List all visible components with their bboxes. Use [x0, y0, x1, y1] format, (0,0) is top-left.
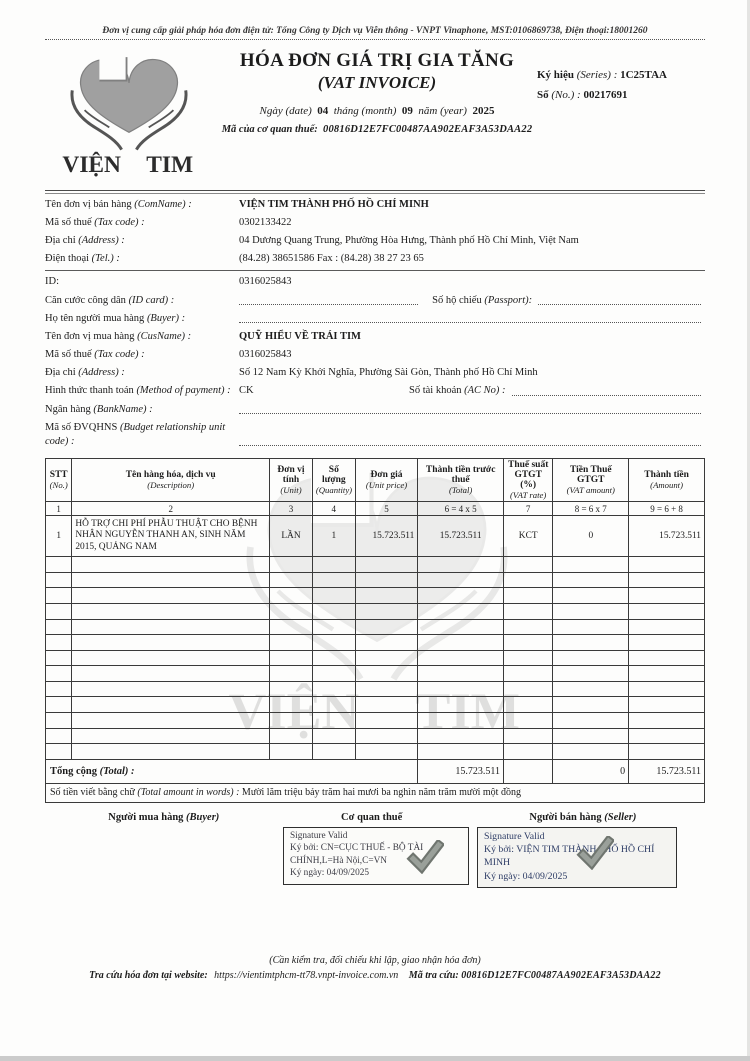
- empty-table-row: [46, 728, 705, 744]
- account-blank-line: [512, 393, 701, 396]
- empty-cell: [629, 603, 705, 619]
- table-header: [46, 459, 705, 516]
- passport-blank-line: [538, 302, 701, 305]
- empty-cell: [503, 713, 552, 729]
- empty-cell: [312, 713, 355, 729]
- empty-table-row: [46, 619, 705, 635]
- empty-cell: [355, 666, 418, 682]
- buyer-cusname: QUỸ HIỂU VỀ TRÁI TIM: [239, 330, 361, 342]
- empty-cell: [46, 713, 72, 729]
- empty-cell: [72, 728, 270, 744]
- empty-cell: [270, 588, 313, 604]
- signer-name: Ký bởi: VIỆN TIM THÀNH PHỐ HỒ CHÍ MINH: [484, 844, 655, 869]
- empty-cell: [503, 619, 552, 635]
- empty-cell: [503, 681, 552, 697]
- empty-cell: [312, 619, 355, 635]
- empty-cell: [503, 650, 552, 666]
- empty-cell: [355, 572, 418, 588]
- seller-section: [45, 198, 705, 267]
- lookup-line: Tra cứu hóa đơn tại website: https://vientimtphcm-tt78.vnpt-invoice.com.vn Mã tra cứu: 00816D12E7FC00487AA902EAF3A53DAA22: [89, 969, 661, 981]
- invoice-month: 09: [401, 105, 413, 117]
- empty-cell: [270, 557, 313, 573]
- seller-taxcode-row: Mã số thuế (Tax code) : 0302133422: [45, 216, 705, 230]
- budget-code-row: Mã số ĐVQHNS (Budget relationship unit code) :: [45, 421, 705, 449]
- item-unit: LẦN: [270, 516, 313, 557]
- item-unit-price: 15.723.511: [355, 516, 418, 557]
- einvoice-provider-line: Đơn vị cung cấp giải pháp hóa đơn điện tử: Tổng Công ty Dịch vụ Viễn thông - VNPT Vinaphone, MST:0106869738, Điện thoại:18001260: [45, 26, 705, 40]
- empty-cell: [46, 728, 72, 744]
- invoice-day: 04: [317, 105, 329, 117]
- empty-cell: [629, 650, 705, 666]
- buyer-name-row: Họ tên người mua hàng (Buyer) :: [45, 312, 705, 326]
- invoice-items-table: [45, 458, 705, 803]
- seller-tel: (84.28) 38651586 Fax : (84.28) 38 27 23 65: [239, 253, 424, 265]
- amount-in-words: Mười lăm triệu bảy trăm hai mươi ba nghìn năm trăm mười một đồng: [241, 787, 521, 799]
- checkmark-icon: [576, 836, 614, 870]
- empty-table-row: [46, 650, 705, 666]
- empty-cell: [553, 635, 629, 651]
- empty-cell: [553, 713, 629, 729]
- buyer-address: Số 12 Nam Kỳ Khởi Nghĩa, Phường Sài Gòn, Thành phố Hồ Chí Minh: [239, 367, 538, 379]
- heart-hands-icon: [55, 46, 203, 177]
- buyer-section: [45, 275, 705, 449]
- empty-cell: [553, 681, 629, 697]
- empty-cell: [312, 697, 355, 713]
- col-header-vat-amount: Tiền Thuế GTGT (VAT amount): [553, 459, 629, 502]
- item-row: [46, 516, 705, 557]
- empty-cell: [355, 697, 418, 713]
- empty-cell: [553, 588, 629, 604]
- series-number-block: [537, 46, 705, 182]
- invoice-title-block: [217, 46, 537, 182]
- amount-in-words-row: Số tiền viết bằng chữ (Total amount in words) : Mười lăm triệu bảy trăm hai mươi ba nghìn năm trăm mười một đồng: [46, 783, 705, 802]
- empty-cell: [503, 588, 552, 604]
- invoice-number-line: Số (No.) : 00217691: [537, 88, 628, 101]
- buyer-cusname-row: Tên đơn vị mua hàng (CusName) : QUỸ HIỂU VỀ TRÁI TIM: [45, 330, 705, 344]
- budget-blank-line: [239, 443, 701, 446]
- buyer-taxcode: 0316025843: [239, 349, 292, 361]
- empty-table-row: [46, 588, 705, 604]
- empty-cell: [503, 572, 552, 588]
- empty-cell: [629, 557, 705, 573]
- item-total-before-tax: 15.723.511: [418, 516, 504, 557]
- empty-cell: [629, 713, 705, 729]
- empty-cell: [312, 650, 355, 666]
- empty-cell: [418, 744, 504, 760]
- total-row: Tổng cộng (Total) : 15.723.511 0 15.723.511: [46, 759, 705, 783]
- empty-cell: [629, 744, 705, 760]
- lookup-code: 00816D12E7FC00487AA902EAF3A53DAA22: [461, 969, 661, 981]
- logo-text-tim: TIM: [415, 682, 520, 740]
- item-quantity: 1: [312, 516, 355, 557]
- empty-cell: [270, 635, 313, 651]
- col-header-unit-price: Đơn giá (Unit price): [355, 459, 418, 502]
- empty-cell: [46, 635, 72, 651]
- empty-cell: [46, 588, 72, 604]
- empty-cell: [312, 603, 355, 619]
- empty-cell: [72, 713, 270, 729]
- empty-cell: [72, 697, 270, 713]
- empty-cell: [629, 572, 705, 588]
- empty-cell: [418, 619, 504, 635]
- seller-tel-row: Điện thoại (Tel.) : (84.28) 38651586 Fax : (84.28) 38 27 23 65: [45, 252, 705, 266]
- vien-tim-logo: [45, 46, 217, 182]
- empty-table-row: [46, 635, 705, 651]
- empty-cell: [312, 635, 355, 651]
- empty-cell: [72, 744, 270, 760]
- empty-cell: [503, 728, 552, 744]
- col-header-total-before-tax: Thành tiền trước thuế (Total): [418, 459, 504, 502]
- col-header-unit: Đơn vị tính (Unit): [270, 459, 313, 502]
- empty-cell: [312, 557, 355, 573]
- empty-cell: [418, 713, 504, 729]
- empty-cell: [355, 728, 418, 744]
- buyer-name-blank-line: [239, 320, 701, 323]
- seller-name: VIỆN TIM THÀNH PHỐ HỒ CHÍ MINH: [239, 198, 429, 210]
- signature-valid-label: Signature Valid: [290, 830, 348, 841]
- empty-cell: [312, 572, 355, 588]
- tax-authority-heading: Cơ quan thuế: [341, 811, 403, 823]
- total-before-tax: 15.723.511: [418, 759, 504, 783]
- empty-cell: [553, 650, 629, 666]
- seller-address-row: Địa chỉ (Address) : 04 Dương Quang Trung, Phường Hòa Hưng, Thành phố Hồ Chí Minh, Việt Nam: [45, 234, 705, 248]
- logo-text-vien: VIỆN: [228, 682, 360, 740]
- table-summary: [46, 759, 705, 802]
- empty-cell: [46, 697, 72, 713]
- empty-cell: [270, 744, 313, 760]
- empty-table-row: [46, 697, 705, 713]
- seller-signature-box: [477, 827, 677, 888]
- empty-cell: [270, 603, 313, 619]
- payment-method: CK: [239, 385, 254, 397]
- signature-area: [45, 823, 705, 905]
- empty-cell: [72, 588, 270, 604]
- empty-cell: [355, 603, 418, 619]
- col-header-vat-rate: Thuế suất GTGT (%) (VAT rate): [503, 459, 552, 502]
- empty-cell: [312, 681, 355, 697]
- empty-cell: [629, 666, 705, 682]
- empty-cell: [72, 557, 270, 573]
- empty-cell: [355, 681, 418, 697]
- empty-cell: [418, 635, 504, 651]
- idcard-blank-line: [239, 302, 418, 305]
- seller-sign-heading: Người bán hàng (Seller): [529, 811, 637, 823]
- total-vat-amount: 0: [553, 759, 629, 783]
- empty-table-row: [46, 666, 705, 682]
- empty-cell: [553, 666, 629, 682]
- empty-cell: [270, 697, 313, 713]
- signature-headings: [45, 812, 705, 823]
- empty-cell: [418, 681, 504, 697]
- empty-table-row: [46, 572, 705, 588]
- empty-cell: [418, 603, 504, 619]
- empty-cell: [270, 650, 313, 666]
- sign-date: Ký ngày: 04/09/2025: [290, 868, 370, 879]
- empty-cell: [312, 744, 355, 760]
- buyer-id-row: ID: 0316025843: [45, 275, 705, 289]
- empty-cell: [355, 713, 418, 729]
- empty-cell: [72, 681, 270, 697]
- empty-cell: [72, 650, 270, 666]
- empty-cell: [629, 588, 705, 604]
- buyer-sign-heading: Người mua hàng (Buyer): [108, 811, 220, 823]
- empty-cell: [418, 557, 504, 573]
- empty-cell: [46, 603, 72, 619]
- empty-table-row: [46, 681, 705, 697]
- checkmark-icon: [406, 840, 444, 874]
- empty-cell: [46, 744, 72, 760]
- tax-authority-code: 00816D12E7FC00487AA902EAF3A53DAA22: [323, 124, 533, 135]
- empty-cell: [503, 744, 552, 760]
- empty-cell: [553, 603, 629, 619]
- empty-cell: [503, 603, 552, 619]
- logo-text-vien: VIỆN: [62, 151, 121, 177]
- tax-authority-code-line: Mã của cơ quan thuế: 00816D12E7FC00487AA902EAF3A53DAA22: [221, 124, 533, 135]
- col-header-amount: Thành tiền (Amount): [629, 459, 705, 502]
- empty-cell: [629, 635, 705, 651]
- empty-cell: [503, 666, 552, 682]
- empty-cell: [629, 619, 705, 635]
- empty-cell: [270, 728, 313, 744]
- invoice-title: HÓA ĐƠN GIÁ TRỊ GIA TĂNG: [239, 50, 515, 71]
- item-vat-amount: 0: [553, 516, 629, 557]
- buyer-id: 0316025843: [239, 276, 292, 288]
- empty-cell: [355, 635, 418, 651]
- empty-cell: [270, 713, 313, 729]
- empty-cell: [418, 697, 504, 713]
- empty-cell: [46, 557, 72, 573]
- empty-cell: [355, 588, 418, 604]
- signature-valid-label: Signature Valid: [484, 830, 545, 842]
- empty-cell: [270, 619, 313, 635]
- total-amount: 15.723.511: [629, 759, 705, 783]
- item-description: HỖ TRỢ CHI PHÍ PHẪU THUẬT CHO BỆNH NHÂN NGUYỄN THANH AN, SINH NĂM 2015, QUẢNG NAM: [72, 516, 270, 557]
- empty-cell: [46, 681, 72, 697]
- empty-cell: [418, 650, 504, 666]
- col-header-quantity: Số lượng (Quantity): [312, 459, 355, 502]
- seller-address: 04 Dương Quang Trung, Phường Hòa Hưng, Thành phố Hồ Chí Minh, Việt Nam: [239, 235, 579, 247]
- table-data-rows: [46, 516, 705, 557]
- column-number-row: 1 2 3 4 5 6 = 4 x 5 7 8 = 6 x 7 9 = 6 + 8: [46, 502, 705, 516]
- empty-cell: [629, 728, 705, 744]
- empty-cell: [46, 666, 72, 682]
- item-amount: 15.723.511: [629, 516, 705, 557]
- empty-table-row: [46, 744, 705, 760]
- buyer-taxcode-row: Mã số thuế (Tax code) : 0316025843: [45, 348, 705, 362]
- lookup-url: https://vientimtphcm-tt78.vnpt-invoice.com.vn: [214, 969, 399, 981]
- empty-cell: [553, 744, 629, 760]
- empty-table-row: [46, 557, 705, 573]
- seller-taxcode: 0302133422: [239, 216, 292, 228]
- series-line: Ký hiệu (Series) : 1C25TAA: [537, 69, 667, 81]
- empty-cell: [418, 728, 504, 744]
- tax-authority-signature-box: [283, 827, 469, 885]
- item-vat-rate: KCT: [503, 516, 552, 557]
- buyer-idcard-row: Căn cước công dân (ID card) : Số hộ chiếu (Passport):: [45, 294, 705, 308]
- payment-method-row: Hình thức thanh toán (Method of payment) : CK Số tài khoản (AC No) :: [45, 384, 705, 398]
- empty-table-row: [46, 713, 705, 729]
- empty-cell: [355, 650, 418, 666]
- empty-cell: [418, 572, 504, 588]
- seller-buyer-divider: [45, 270, 705, 271]
- empty-table-row: [46, 603, 705, 619]
- empty-cell: [553, 697, 629, 713]
- empty-cell: [312, 666, 355, 682]
- verification-note: (Cần kiểm tra, đối chiếu khi lập, giao nhận hóa đơn): [269, 954, 481, 966]
- invoice-date-line: Ngày (date) 04 tháng (month) 09 năm (year) 2025: [259, 105, 495, 117]
- empty-cell: [355, 619, 418, 635]
- empty-cell: [503, 697, 552, 713]
- buyer-address-row: Địa chỉ (Address) : Số 12 Nam Kỳ Khởi Nghĩa, Phường Sài Gòn, Thành phố Hồ Chí Minh: [45, 366, 705, 380]
- invoice-subtitle: (VAT INVOICE): [317, 73, 437, 92]
- empty-cell: [553, 728, 629, 744]
- header-divider: [45, 190, 705, 194]
- empty-cell: [46, 650, 72, 666]
- empty-cell: [72, 572, 270, 588]
- empty-cell: [72, 619, 270, 635]
- col-header-description: Tên hàng hóa, dịch vụ (Description): [72, 459, 270, 502]
- empty-rows-body: [46, 557, 705, 760]
- empty-cell: [553, 619, 629, 635]
- empty-cell: [355, 744, 418, 760]
- empty-cell: [503, 635, 552, 651]
- empty-cell: [553, 557, 629, 573]
- empty-cell: [312, 728, 355, 744]
- empty-cell: [553, 572, 629, 588]
- empty-cell: [503, 557, 552, 573]
- empty-cell: [629, 697, 705, 713]
- logo-text-tim: TIM: [146, 151, 194, 177]
- empty-cell: [270, 572, 313, 588]
- sign-date: Ký ngày: 04/09/2025: [484, 870, 568, 882]
- signer-name: Ký bởi: CN=CỤC THUẾ - BỘ TÀI CHÍNH,L=Hà Nội,C=VN: [290, 843, 424, 866]
- empty-cell: [418, 588, 504, 604]
- empty-cell: [312, 588, 355, 604]
- item-stt: 1: [46, 516, 72, 557]
- empty-cell: [72, 635, 270, 651]
- empty-cell: [270, 666, 313, 682]
- col-header-stt: STT (No.): [46, 459, 72, 502]
- empty-cell: [72, 603, 270, 619]
- empty-cell: [355, 557, 418, 573]
- invoice-year: 2025: [472, 105, 495, 117]
- series-value: 1C25TAA: [620, 69, 667, 81]
- seller-name-row: Tên đơn vị bán hàng (ComName) : VIỆN TIM THÀNH PHỐ HỒ CHÍ MINH: [45, 198, 705, 212]
- empty-cell: [270, 681, 313, 697]
- invoice-number: 00217691: [583, 88, 628, 101]
- empty-cell: [72, 666, 270, 682]
- empty-cell: [46, 572, 72, 588]
- empty-cell: [629, 681, 705, 697]
- empty-cell: [46, 619, 72, 635]
- bank-row: Ngân hàng (BankName) :: [45, 403, 705, 417]
- invoice-header: [45, 46, 705, 182]
- empty-cell: [418, 666, 504, 682]
- bank-blank-line: [239, 411, 701, 414]
